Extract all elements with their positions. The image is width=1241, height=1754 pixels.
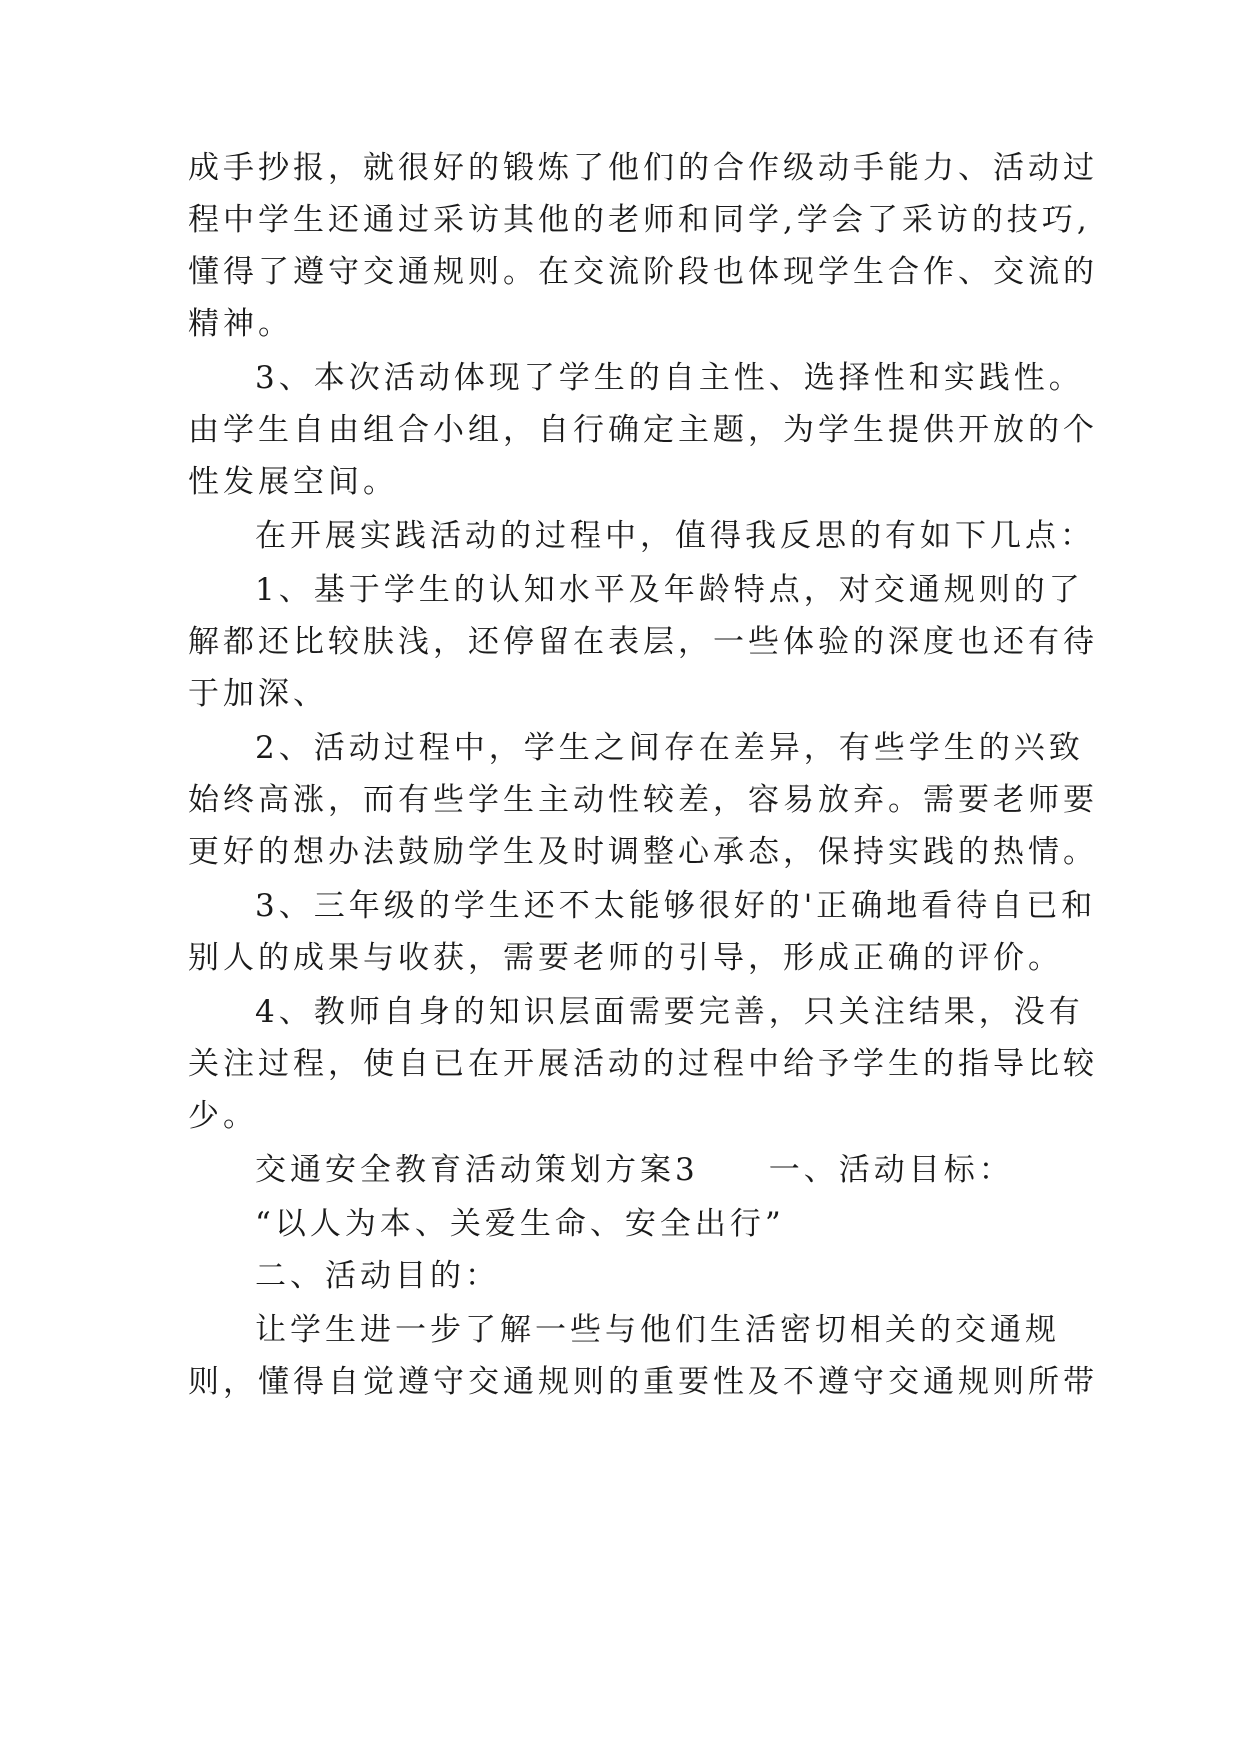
text-line: 2、活动过程中，学生之间存在差异，有些学生的兴致: [255, 730, 1084, 766]
text-line: 在开展实践活动的过程中，值得我反思的有如下几点：: [255, 518, 1095, 554]
text-line: 懂得了遵守交通规则。在交流阶段也体现学生合作、交流的: [188, 254, 1098, 290]
text-line: 关注过程，使自已在开展活动的过程中给予学生的指导比较: [188, 1046, 1098, 1082]
text-line: 少。: [188, 1098, 258, 1134]
text-line: 于加深、: [188, 676, 328, 712]
text-line: 成手抄报，就很好的锻炼了他们的合作级动手能力、活动过: [188, 150, 1098, 186]
text-line: 始终高涨，而有些学生主动性较差，容易放弃。需要老师要: [188, 782, 1098, 818]
section-heading: 交通安全教育活动策划方案3 一、活动目标：: [255, 1152, 1014, 1188]
text-line: 4、教师自身的知识层面需要完善，只关注结果，没有: [255, 994, 1084, 1030]
text-line: 解都还比较肤浅，还停留在表层，一些体验的深度也还有待: [188, 624, 1098, 660]
text-line: 3、三年级的学生还不太能够很好的'正确地看待自已和: [255, 888, 1097, 924]
text-line: 性发展空间。: [188, 464, 398, 500]
text-line: 1、基于学生的认知水平及年龄特点，对交通规则的了: [255, 572, 1084, 608]
text-line: 精神。: [188, 306, 293, 342]
text-line: 别人的成果与收获，需要老师的引导，形成正确的评价。: [188, 940, 1063, 976]
text-line: 3、本次活动体现了学生的自主性、选择性和实践性。: [255, 360, 1084, 396]
text-line: 则，懂得自觉遵守交通规则的重要性及不遵守交通规则所带: [188, 1364, 1098, 1400]
slogan-line: “以人为本、关爱生命、安全出行”: [255, 1206, 785, 1242]
text-line: 更好的想办法鼓励学生及时调整心承态，保持实践的热情。: [188, 834, 1098, 870]
text-line: 程中学生还通过采访其他的老师和同学,学会了采访的技巧,: [188, 202, 1091, 238]
section-heading: 二、活动目的：: [255, 1258, 500, 1294]
text-line: 由学生自由组合小组，自行确定主题，为学生提供开放的个: [188, 412, 1098, 448]
text-line: 让学生进一步了解一些与他们生活密切相关的交通规: [255, 1312, 1060, 1348]
